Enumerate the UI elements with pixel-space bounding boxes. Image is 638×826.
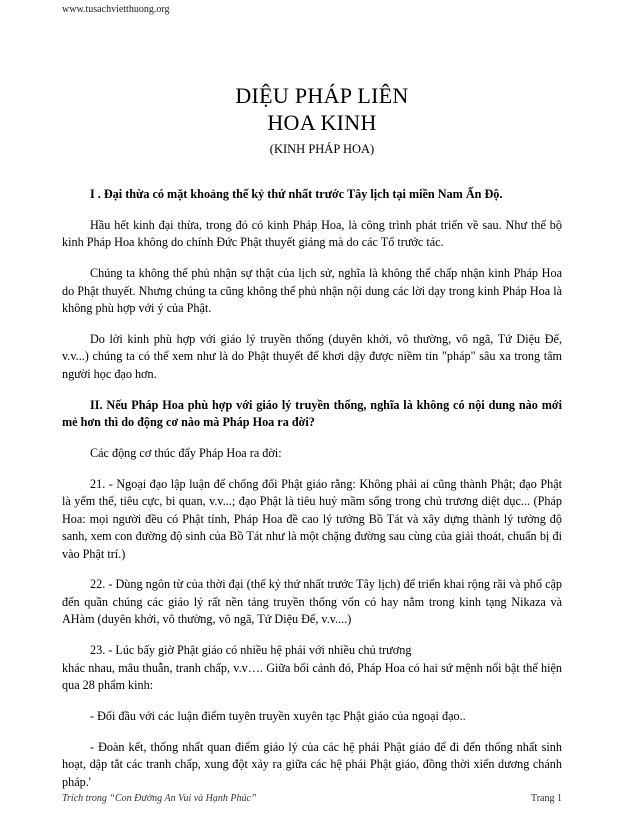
paragraph: Hầu hết kinh đại thừa, trong đó có kinh Pháp Hoa, là công trình phát triển về sau. Như thế bộ kinh Pháp Hoa không do chính Đức Phật thuyết giảng mà do các Tổ trước tác. (62, 217, 562, 250)
paragraph: 22. - Dùng ngôn từ của thời đại (thế kỷ thứ nhất trước Tây lịch) để triển khai rộng rãi và phổ cập đến quần chúng các giáo lý rất nền tảng truyền thống vốn có hay nằm trong kinh tạng Nikaza và AHàm (duyên khởi, vô thường, vô ngã, Tứ Diệu Đế, v.v....) (62, 577, 562, 627)
paragraph-continuation: khác nhau, mâu thuẫn, tranh chấp, v.v…. Giữa bối cảnh đó, Pháp Hoa có hai sứ mệnh nổi bật thể hiện qua 28 phẩm kinh: (62, 660, 562, 692)
paragraph: - Đối đầu với các luận điểm tuyên truyền xuyên tạc Phật giáo của ngoại đạo.. (90, 708, 466, 723)
section-heading-2: II. Nếu Pháp Hoa phù hợp với giáo lý truyền thống, nghĩa là không có nội dung nào mới mẻ hơn thì do động cơ nào mà Pháp Hoa ra đời? (62, 397, 562, 430)
site-url: www.tusachvietthuong.org (62, 4, 170, 15)
paragraph: Chúng ta không thể phủ nhận sự thật của lịch sử, nghĩa là không thể chấp nhận kinh Pháp Hoa do Phật thuyết. Nhưng chúng ta cũng không thể phủ nhận nội dung các lời dạy trong kinh Pháp Hoa là không phù hợp với ý của Phật. (62, 266, 562, 316)
document-subtitle: (KINH PHÁP HOA) (269, 142, 375, 156)
document-title-line-2: HOA KINH (267, 110, 377, 135)
document-body (62, 186, 562, 804)
footer-source: Trích trong “Con Đường An Vui và Hạnh Phúc” (62, 793, 257, 804)
paragraph: Các động cơ thúc đẩy Pháp Hoa ra đời: (90, 445, 282, 460)
title-block (130, 82, 514, 158)
paragraph: - Đoàn kết, thống nhất quan điểm giáo lý của các hệ phái Phật giáo để đi đến thống nhất sinh hoạt, dập tắt các tranh chấp, xung đột xảy ra giữa các hệ phái Phật giáo, đồng thời xiển dương chánh pháp.' (62, 739, 562, 789)
section-heading-1: I . Đại thừa có mặt khoảng thế kỷ thứ nhất trước Tây lịch tại miền Nam Ấn Độ. (90, 187, 503, 201)
document-title-line-1: DIỆU PHÁP LIÊN (235, 83, 409, 108)
paragraph: 23. - Lúc bấy giờ Phật giáo có nhiều hệ phái với nhiều chủ trương (90, 643, 412, 658)
page-footer (62, 793, 562, 804)
paragraph: 21. - Ngoại đạo lập luận để chống đối Phật giáo rằng: Không phải ai cũng thành Phật; đạo Phật là yếm thế, tiêu cực, bi quan, v.v...; đạo Phật là tiêu huỷ mầm sống trong chủ trương diệt dục... (Pháp Hoa: mọi người đều có Phật tính, Pháp Hoa đề cao lý tưởng Bồ Tát và xây dựng thành lý tưởng độ sanh, xem con đường độ sinh của Bồ Tát như là một chặng đường sau cùng của giải thoát, chuẩn bị đi vào Phật trí.) (62, 476, 562, 561)
paragraph: Do lời kinh phù hợp với giáo lý truyền thống (duyên khởi, vô thường, vô ngã, Tứ Diệu Đế, v.v...) chúng ta có thể xem như là do Phật thuyết để khơi dậy được niềm tin "pháp" sâu xa trong tâm người học đạo hơn. (62, 331, 562, 381)
page-number: Trang 1 (530, 793, 562, 804)
